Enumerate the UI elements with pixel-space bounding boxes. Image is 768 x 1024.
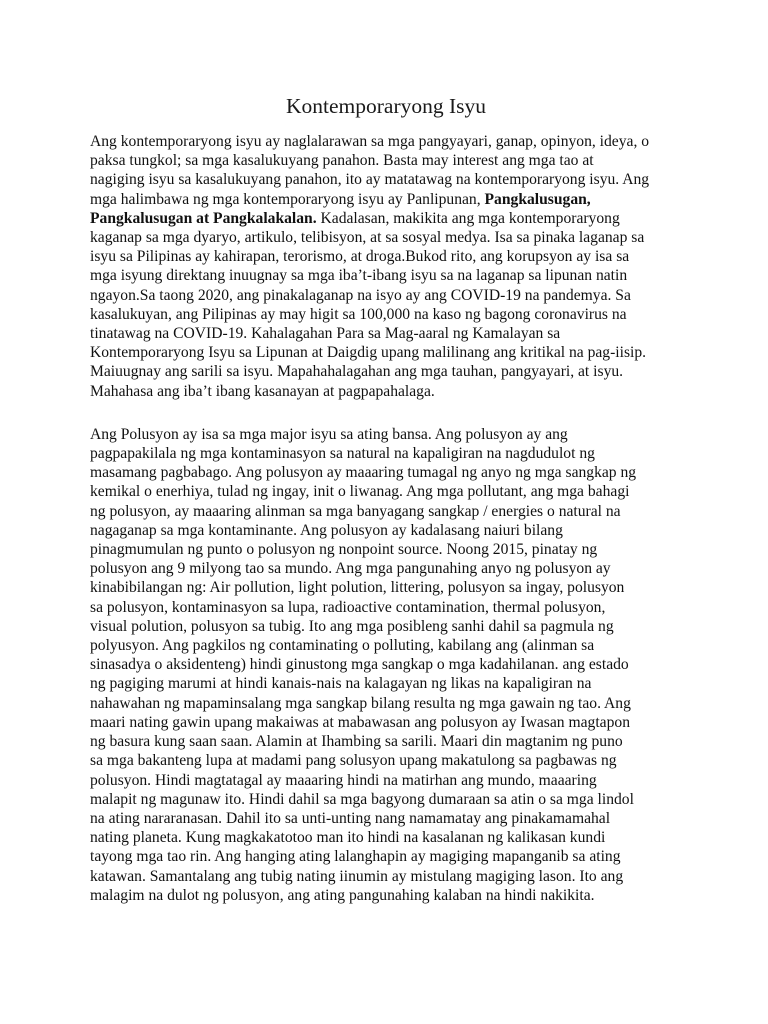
text-line [90,209,682,228]
text-line: Ang Polusyon ay isa sa mga major isyu sa ating bansa. Ang polusyon ay ang [90,425,568,443]
text-line: tayong mga tao rin. Ang hanging ating lalanghapin ay magiging mapanganib sa ating [90,848,621,866]
text-line: malapit ng magunaw ito. Hindi dahil sa mga bagyong dumaraan sa atin o sa mga lindol [90,790,634,808]
text-line: Maiuugnay ang sarili sa isyu. Mapahahalagahan ang mga tauhan, pangyayari, at isyu. [90,363,624,381]
text-line [90,190,682,209]
text-line: ng pagiging marumi at hindi kanais-nais na kalagayan ng likas na kapaligiran na [90,675,592,693]
text-line: pagpapakilala ng mga kontaminasyon sa natural na kapaligiran na nagdudulot ng [90,445,595,463]
bold-text-run: Pangkalusugan at Pangkalakalan. [90,209,317,227]
text-line: polyusyon. Ang pagkilos ng contaminating o polluting, kabilang ang (alinman sa [90,637,595,655]
paragraph-pollution [90,425,682,905]
text-line: Mahahasa ang iba’t ibang kasanayan at pagpapahalaga. [90,382,435,400]
paragraph-contemporary-issues [90,132,682,401]
text-line: kaganap sa mga dyaryo, artikulo, telibisyon, at sa sosyal medya. Isa sa pinaka laganap sa [90,229,645,247]
text-line: Kontemporaryong Isyu sa Lipunan at Daigdig upang malilinang ang kritikal na pag-iisip. [90,344,647,362]
text-run: mga halimbawa ng mga kontemporaryong isyu ay Panlipunan, [90,190,485,208]
bold-text-run: Pangkalusugan, [484,190,591,208]
text-line: visual polution, polusyon sa tubig. Ito ang mga posibleng sanhi dahil sa pagmula ng [90,617,614,635]
text-line: nagiging isyu sa kasalukuyang panahon, ito ay matatawag na kontemporaryong isyu. Ang [90,171,650,189]
text-line: maari nating gawin upang makaiwas at mabawasan ang polusyon ay Iwasan magtapon [90,713,630,731]
text-line: Ang kontemporaryong isyu ay naglalarawan sa mga pangyayari, ganap, opinyon, ideya, o [90,133,650,150]
text-line: ng polusyon, ay maaaring alinman sa mga banyagang sangkap / energies o natural na [90,502,621,520]
text-line: polusyon ang 9 milyong tao sa mundo. Ang mga pangunahing anyo ng polusyon ay [90,560,611,578]
text-line: nating planeta. Kung magkakatotoo man ito hindi na kasalanan ng kalikasan kundi [90,829,606,847]
text-line: sa mga bakanteng lupa at madami pang solusyon upang makatulong sa pagbawas ng [90,752,617,770]
text-line: isyu sa Pilipinas ay kahirapan, terorismo, at droga.Bukod rito, ang korupsyon ay isa sa [90,248,630,266]
document-page [90,93,682,905]
text-line: paksa tungkol; sa mga kasalukuyang panahon. Basta may interest ang mga tao at [90,152,594,170]
text-line: sa polusyon, kontaminasyon sa lupa, radioactive contamination, thermal polusyon, [90,598,606,616]
text-run: Kadalasan, makikita ang mga kontemporaryong [316,209,620,227]
text-line: tinatawag na COVID-19. Kahalagahan Para sa Mag-aaral ng Kamalayan sa [90,325,561,343]
text-line: polusyon. Hindi magtatagal ay maaaring hindi na matirhan ang mundo, maaaring [90,771,597,789]
text-line: malagim na dulot ng polusyon, ang ating pangunahing kalaban na hindi nakikita. [90,886,595,904]
text-line: kasalukuyan, ang Pilipinas ay may higit sa 100,000 na kaso ng bagong coronavirus na [90,305,627,323]
text-line: katawan. Samantalang ang tubig nating iinumin ay mistulang magiging lason. Ito ang [90,867,624,885]
text-line: nagaganap sa mga kontaminante. Ang polusyon ay kadalasang naiuri bilang [90,521,563,539]
text-line: ngayon.Sa taong 2020, ang pinakalaganap na isyo ay ang COVID-19 na pandemya. Sa [90,286,631,304]
document-title: Kontemporaryong Isyu [285,94,487,118]
text-line: pinagmumulan ng punto o polusyon ng nonpoint source. Noong 2015, pinatay ng [90,541,598,559]
text-line: nahawahan ng mapaminsalang mga sangkap bilang resulta ng mga gawain ng tao. Ang [90,694,631,712]
text-line: ng basura kung saan saan. Alamin at Ihambing sa sarili. Maari din magtanim ng puno [90,733,623,751]
text-line: sinasadya o aksidenteng) hindi ginustong mga sangkap o mga kadahilanan. ang estado [90,656,629,674]
text-line: mga isyung direktang inuugnay sa mga iba’t-ibang isyu sa na laganap sa lipunan natin [90,267,628,285]
text-line: kinabibilangan ng: Air pollution, light polution, littering, polusyon sa ingay, polusyon [90,579,625,597]
text-line: na ating nararanasan. Dahil ito sa unti-unting nang namamatay ang pinakamamahal [90,809,611,827]
text-line: kemikal o enerhiya, tulad ng ingay, init o liwanag. Ang mga pollutant, ang mga bahagi [90,483,630,501]
text-line: masamang pagbabago. Ang polusyon ay maaaring tumagal ng anyo ng mga sangkap ng [90,464,637,482]
